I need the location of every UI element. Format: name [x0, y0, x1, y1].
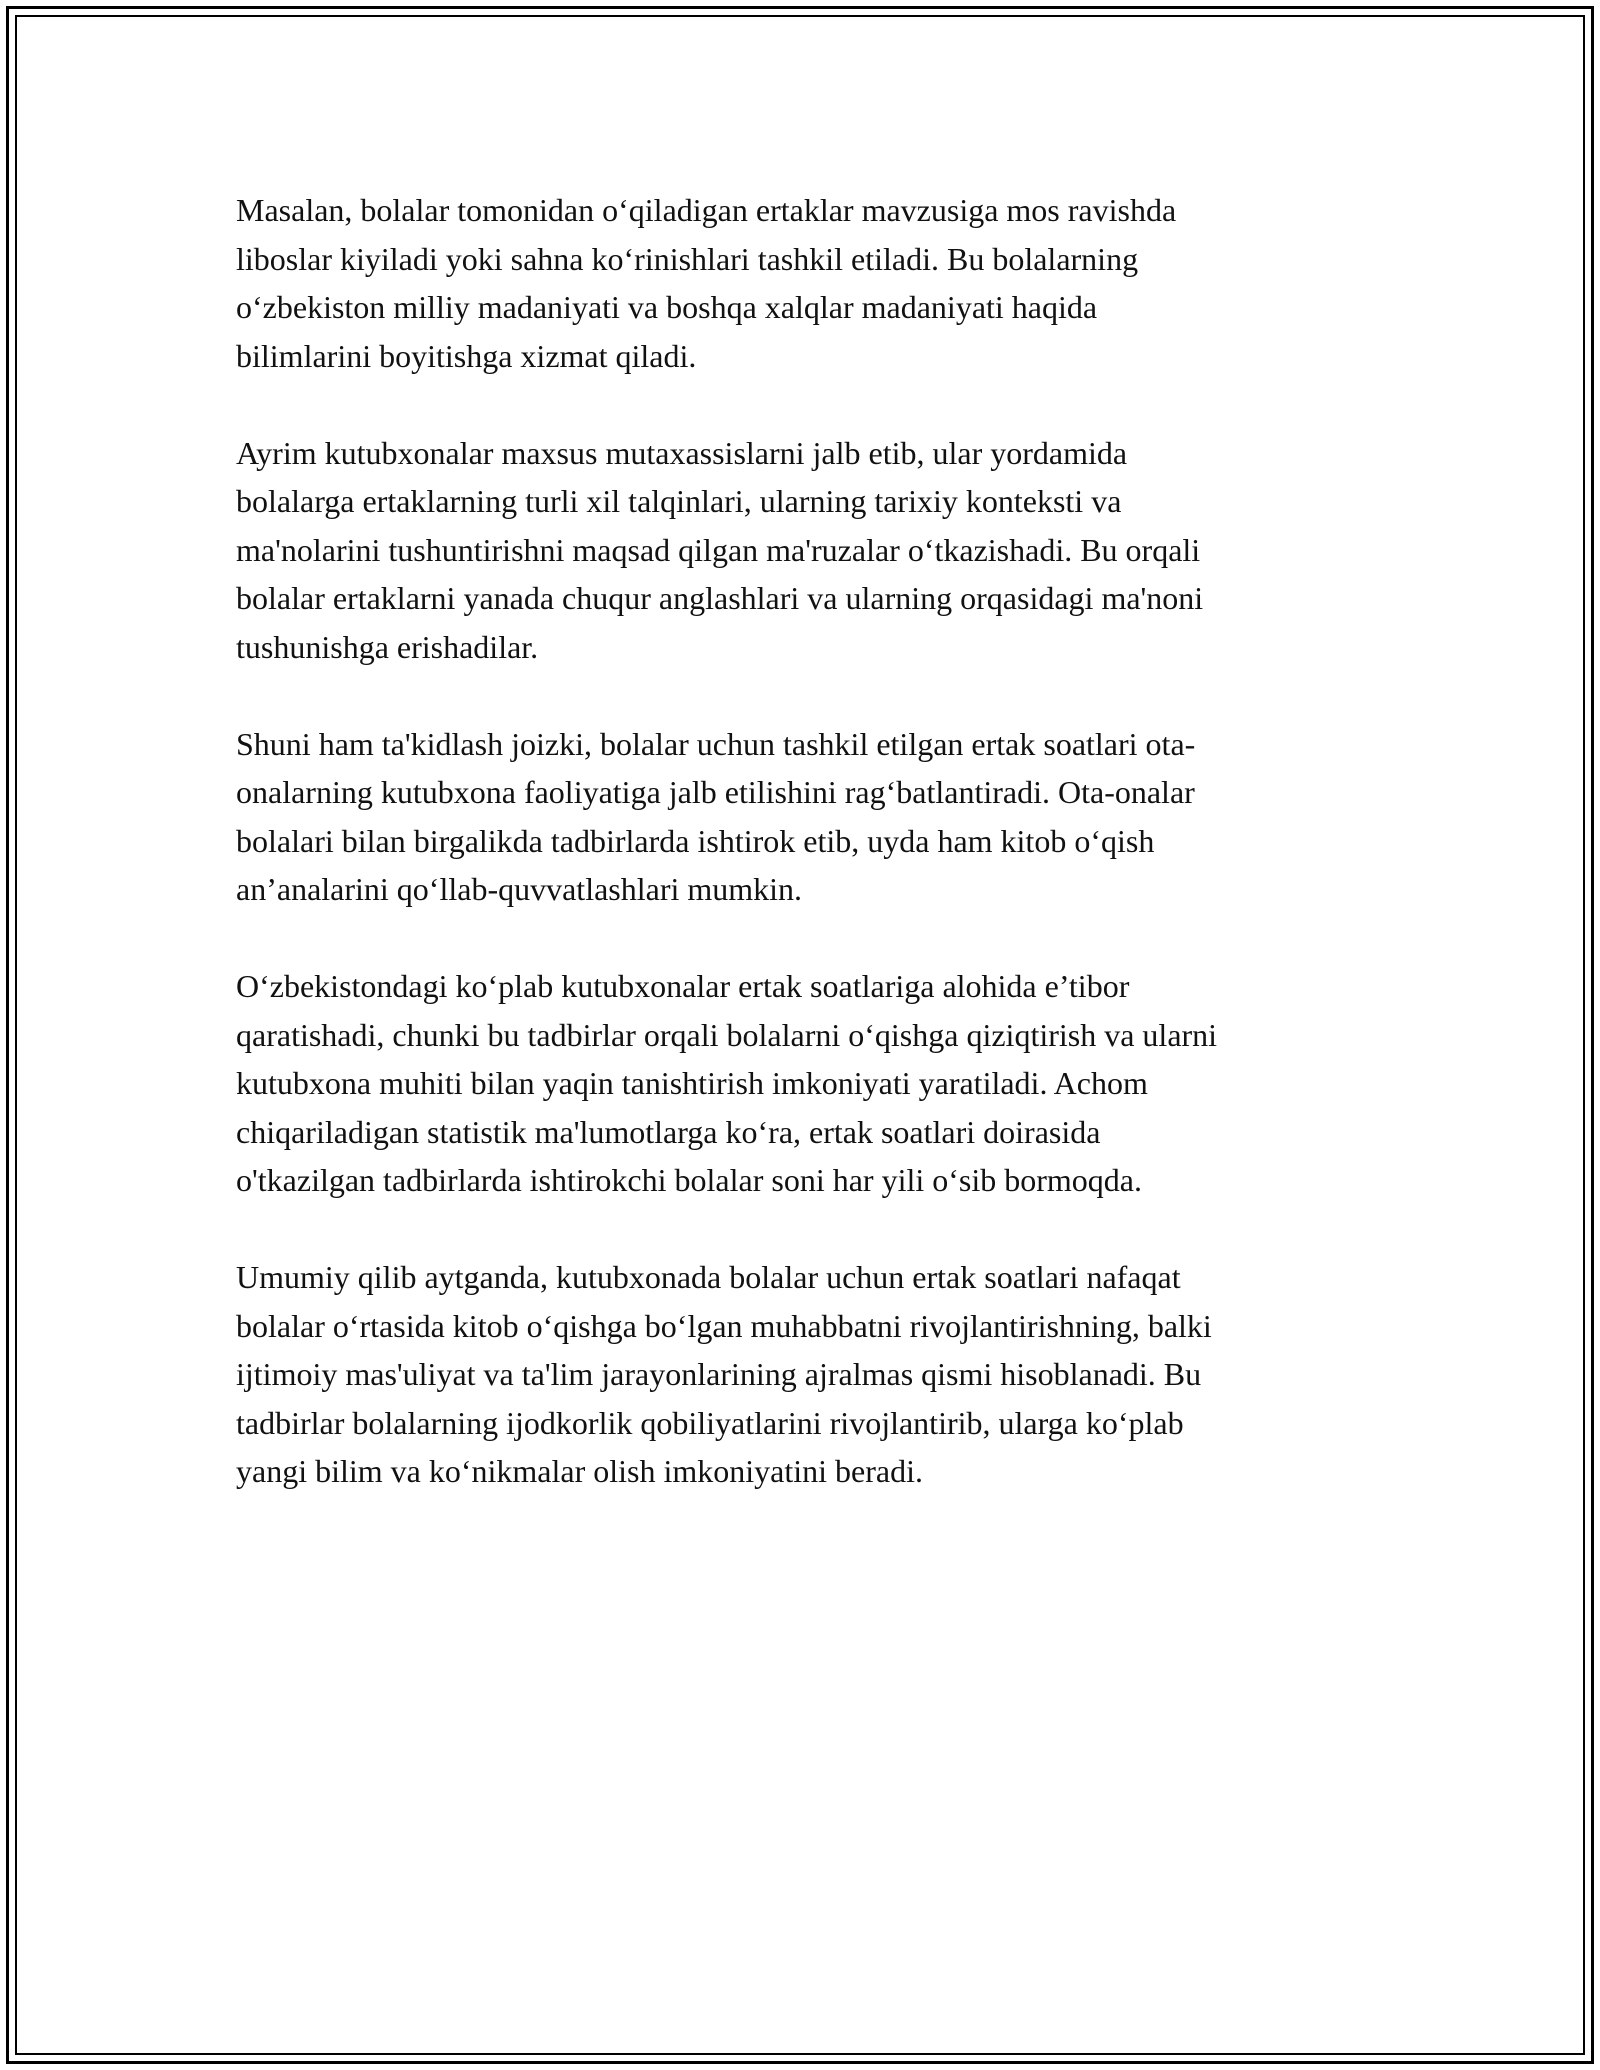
paragraph-2: Ayrim kutubxonalar maxsus mutaxassislarni jalb etib, ular yordamida bolalarga ertaklarning turli xil talqinlari, ularning tarixiy konteksti va ma'nolarini tushuntirishni maqsad qilgan ma'ruzalar o‘tkazishadi. Bu orqali bolalar ertaklarni yanada chuqur anglashlari va ularning orqasidagi ma'noni tushunishga erishadilar.	[236, 434, 1204, 665]
paragraph-3: Shuni ham ta'kidlash joizki, bolalar uchun tashkil etilgan ertak soatlari ota- onalarning kutubxona faoliyatiga jalb etilishini rag‘batlantiradi. Ota-onalar bolalari bilan birgalikda tadbirlarda ishtirok etib, uyda ham kitob o‘qish an’analarini qo‘llab-quvvatlashlari mumkin.	[236, 725, 1196, 907]
document-body	[236, 186, 1386, 1544]
paragraph-4: O‘zbekistondagi ko‘plab kutubxonalar ertak soatlariga alohida e’tibor qaratishadi, chunki bu tadbirlar orqali bolalarni o‘qishga qiziqtirish va ularni kutubxona muhiti bilan yaqin tanishtirish imkoniyati yaratiladi. Achom chiqariladigan statistik ma'lumotlarga ko‘ra, ertak soatlari doirasida o'tkazilgan tadbirlarda ishtirokchi bolalar soni har yili o‘sib bormoqda.	[236, 968, 1218, 1198]
paragraph-5: Umumiy qilib aytganda, kutubxonada bolalar uchun ertak soatlari nafaqat bolalar o‘rtasida kitob o‘qishga bo‘lgan muhabbatni rivojlantirishning, balki ijtimoiy mas'uliyat va ta'lim jarayonlarining ajralmas qismi hisoblanadi. Bu tadbirlar bolalarning ijodkorlik qobiliyatlarini rivojlantirib, ularga ko‘plab yangi bilim va ko‘nikmalar olish imkoniyatini beradi.	[236, 1259, 1212, 1489]
paragraph-1: Masalan, bolalar tomonidan o‘qiladigan ertaklar mavzusiga mos ravishda liboslar kiyiladi yoki sahna ko‘rinishlari tashkil etiladi. Bu bolalarning o‘zbekiston milliy madaniyati va boshqa xalqlar madaniyati haqida bilimlarini boyitishga xizmat qiladi.	[236, 192, 1177, 374]
